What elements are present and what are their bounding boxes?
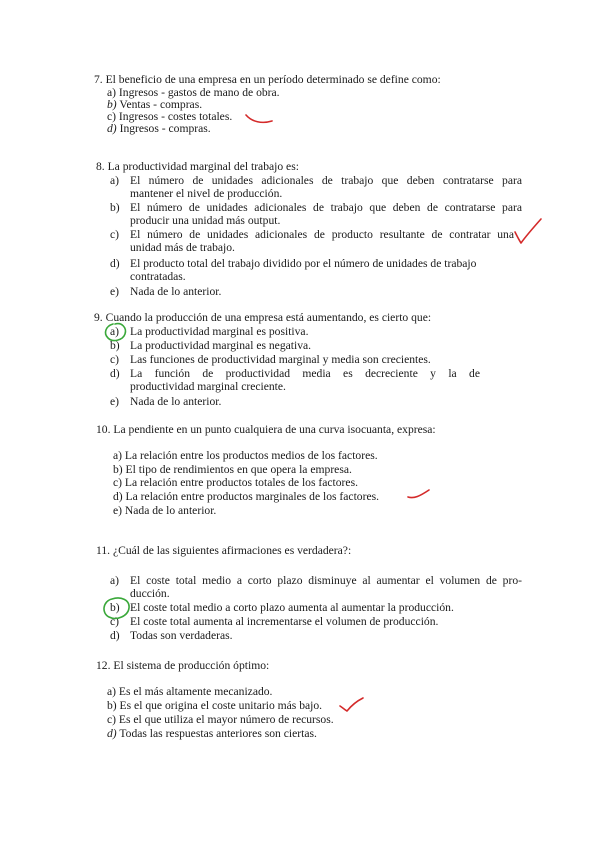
q11-option-d-letter: d)	[110, 629, 120, 642]
q9-option-d-line1: La función de productividad media es decreciente y la de	[130, 367, 480, 380]
q11-option-a-letter: a)	[110, 574, 120, 587]
q8-option-c-line2: unidad más de trabajo.	[130, 241, 235, 254]
q8-option-a-letter: a)	[110, 174, 120, 187]
q12-option-c: c) Es el que utiliza el mayor número de recursos.	[107, 713, 334, 726]
q12-question: 12. El sistema de producción óptimo:	[96, 659, 270, 672]
q12-option-d	[107, 727, 317, 740]
q9-option-d-line2: productividad marginal creciente.	[130, 380, 286, 393]
q9-option-e-letter: e)	[110, 395, 120, 408]
q10-option-a: a) La relación entre los productos medios de los factores.	[113, 449, 378, 462]
q7-option-c: c) Ingresos - costes totales.	[107, 110, 233, 123]
q7-option-a: a) Ingresos - gastos de mano de obra.	[107, 86, 280, 99]
q10-option-c: c) La relación entre productos totales de los factores.	[113, 476, 358, 489]
q9-option-a-letter: a)	[110, 325, 120, 338]
q11-question: 11. ¿Cuál de las siguientes afirmaciones es verdadera?:	[96, 544, 352, 557]
q11-option-d-text: Todas son verdaderas.	[130, 629, 233, 642]
q9-option-c-text: Las funciones de productividad marginal y media son crecientes.	[130, 353, 431, 366]
q9-option-a-text: La productividad marginal es positiva.	[130, 325, 309, 338]
q9-option-b-letter: b)	[110, 339, 120, 352]
q8-option-b-line1: El número de unidades adicionales de trabajo que deben de contratarse para	[130, 201, 522, 214]
q8-option-d-line1: El producto total del trabajo dividido por el número de unidades de trabajo	[130, 257, 477, 270]
q8-option-e-text: Nada de lo anterior.	[130, 285, 222, 298]
q7-question: 7. El beneficio de una empresa en un período determinado se define como:	[94, 73, 441, 86]
q7-underline-mark	[246, 115, 272, 122]
q10-check-mark	[408, 490, 429, 498]
q8-option-c-letter: c)	[110, 228, 120, 241]
q12-option-d-text: Todas las respuestas anteriores son ciertas.	[119, 727, 317, 740]
q12-option-b: b) Es el que origina el coste unitario más bajo.	[107, 699, 323, 712]
q9-option-d-letter: d)	[110, 367, 120, 380]
q10-option-b: b) El tipo de rendimientos en que opera la empresa.	[113, 463, 352, 476]
q10-question: 10. La pendiente en un punto cualquiera de una curva isocuanta, expresa:	[96, 423, 436, 436]
q8-option-b-line2: producir una unidad más output.	[130, 214, 281, 227]
q8-option-a-line2: mantener el nivel de producción.	[130, 187, 283, 200]
q12-option-a: a) Es el más altamente mecanizado.	[107, 685, 273, 698]
q11-option-a-line1: El coste total medio a corto plazo disminuye al aumentar el volumen de pro-	[130, 574, 522, 587]
q11-option-c-letter: c)	[110, 615, 120, 628]
q8-option-e-letter: e)	[110, 285, 120, 298]
q7-option-d-text: Ingresos - compras.	[119, 122, 211, 135]
q9-option-e-text: Nada de lo anterior.	[130, 395, 222, 408]
q11-option-c-text: El coste total aumenta al incrementarse el volumen de producción.	[130, 615, 439, 628]
q8-option-d-line2: contratadas.	[130, 270, 186, 283]
q9-option-b-text: La productividad marginal es negativa.	[130, 339, 312, 352]
q8-check-mark	[515, 219, 541, 243]
q8-option-b-letter: b)	[110, 201, 120, 214]
q12-check-mark	[340, 698, 363, 711]
q8-option-d-letter: d)	[110, 257, 120, 270]
q11-option-b-letter: b)	[110, 601, 120, 614]
q11-option-a-line2: ducción.	[130, 587, 170, 600]
q12-option-d-letter: d)	[107, 727, 117, 740]
q9-question: 9. Cuando la producción de una empresa está aumentando, es cierto que:	[94, 311, 432, 324]
q9-option-c-letter: c)	[110, 353, 120, 366]
q8-question: 8. La productividad marginal del trabajo es:	[96, 160, 299, 173]
q7-option-b-text: Ventas - compras.	[119, 98, 203, 111]
q7-option-d	[107, 122, 211, 135]
q8-option-a-line1: El número de unidades adicionales de trabajo que deben contratarse para	[130, 174, 522, 187]
q11-option-b-text: El coste total medio a corto plazo aumenta al aumentar la producción.	[130, 601, 454, 614]
q8-option-c-line1: El número de unidades adicionales de producto resultante de contratar una	[130, 228, 514, 241]
q10-option-d: d) La relación entre productos marginales de los factores.	[113, 490, 380, 503]
q7-option-b-letter: b)	[107, 98, 117, 111]
q7-option-d-letter: d)	[107, 122, 117, 135]
q10-option-e: e) Nada de lo anterior.	[113, 504, 217, 517]
